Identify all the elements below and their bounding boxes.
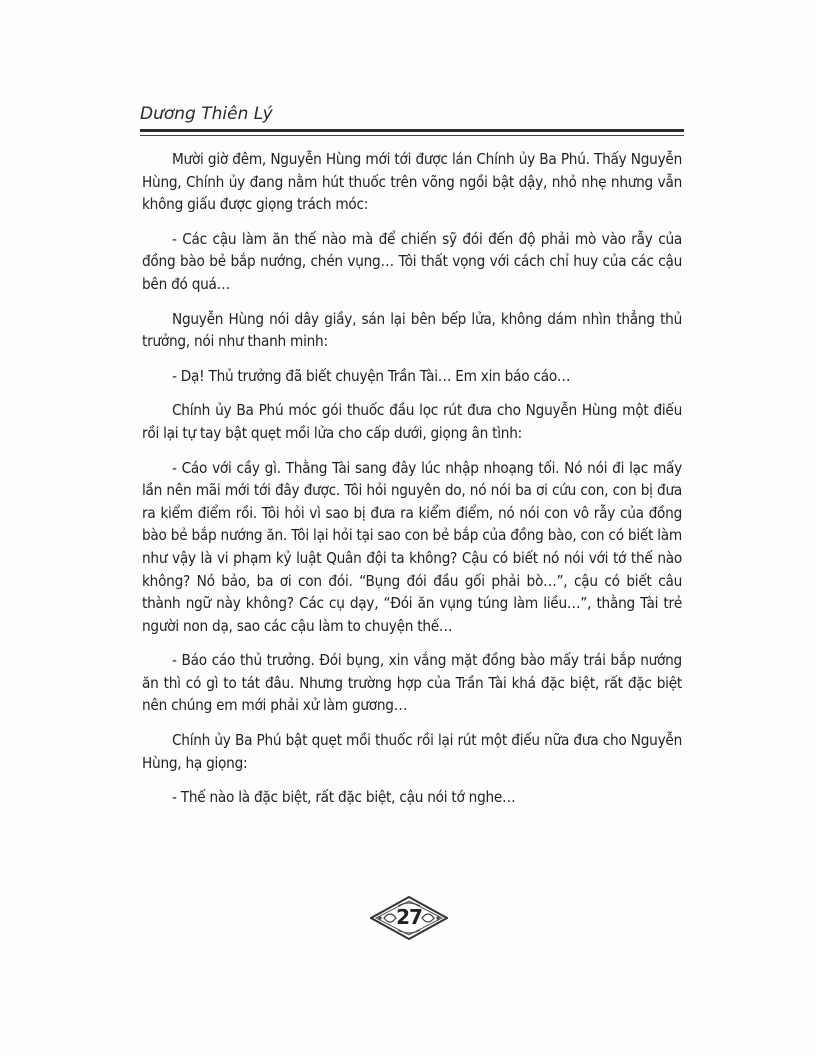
running-header bbox=[140, 104, 684, 138]
page-body bbox=[142, 148, 682, 821]
paragraph-5: Chính ủy Ba Phú móc gói thuốc đầu lọc rút đưa cho Nguyễn Hùng một điếu rồi lại tự tay bật quẹt mồi lửa cho cấp dưới, giọng ân tình: bbox=[142, 401, 682, 442]
paragraph-7: - Báo cáo thủ trưởng. Đói bụng, xin vắng mặt đồng bào mấy trái bắp nướng ăn thì có gì to tát đâu. Nhưng trường hợp của Trần Tài khá đặc biệt, rất đặc biệt nên chúng em mới phải xử làm gương… bbox=[142, 651, 682, 715]
paragraph-8: Chính ủy Ba Phú bật quẹt mồi thuốc rồi lại rút một điếu nữa đưa cho Nguyễn Hùng, hạ giọng: bbox=[142, 731, 682, 772]
paragraph-6: - Cáo với cầy gì. Thằng Tài sang đây lúc nhập nhoạng tối. Nó nói đi lạc mấy lần nên mãi mới tới đây được. Tôi hỏi nguyên do, nó nói ba ơi cứu con, con bị đưa ra kiểm điểm rồi. Tôi hỏi vì sao bị đưa ra kiểm điểm, nó nói con vô rẫy của đồng bào bẻ bắp nướng ăn. Tôi lại hỏi tại sao con bẻ bắp của đồng bào, con có biết làm như vậy là vi phạm kỷ luật Quân đội ta không? Cậu có biết nó nói với tớ thế nào không? Nó bảo, ba ơi con đói. “Bụng đói đầu gối phải bò…”, cậu có biết câu thành ngữ này không? Các cụ dạy, “Đói ăn vụng túng làm liều…”, thằng Tài trẻ người non dạ, sao các cậu làm to chuyện thế… bbox=[142, 458, 682, 635]
header-rule-thick bbox=[140, 129, 684, 132]
paragraph-9: - Thế nào là đặc biệt, rất đặc biệt, cậu nói tớ nghe… bbox=[172, 788, 516, 807]
paragraph-2: - Các cậu làm ăn thế nào mà để chiến sỹ đói đến độ phải mò vào rẫy của đồng bào bẻ bắp nướng, chén vụng… Tôi thất vọng với cách chỉ huy của các cậu bên đó quá… bbox=[142, 229, 682, 293]
author-name: Dương Thiên Lý bbox=[140, 104, 273, 124]
header-rule-thin bbox=[140, 135, 684, 136]
paragraph-1: Mười giờ đêm, Nguyễn Hùng mới tới được lán Chính ủy Ba Phú. Thấy Nguyễn Hùng, Chính ủy đang nằm hút thuốc trên võng ngồi bật dậy, nhỏ nhẹ nhưng vẫn không giấu được giọng trách móc: bbox=[142, 150, 682, 214]
paragraph-3: Nguyễn Hùng nói dây giầy, sán lại bên bếp lửa, không dám nhìn thẳng thủ trưởng, nói như thanh minh: bbox=[142, 309, 682, 351]
page-number: 27 bbox=[396, 905, 422, 929]
paragraph-4: - Dạ! Thủ trưởng đã biết chuyện Trần Tài… Em xin báo cáo… bbox=[172, 366, 571, 385]
